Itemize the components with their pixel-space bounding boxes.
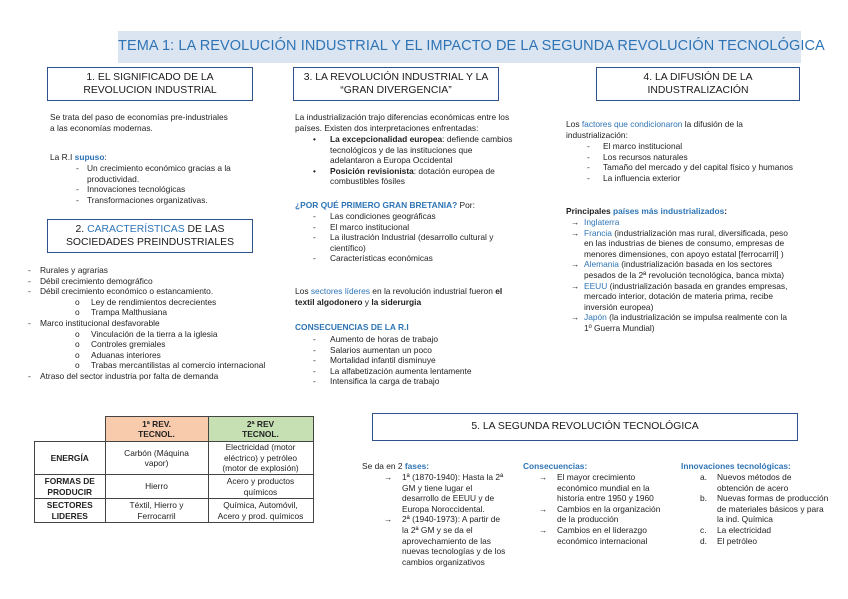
list-item: - La alfabetización aumenta lentamente: [313, 365, 472, 376]
list-item: o Trampa Malthusiana: [75, 307, 168, 318]
list-item: → Inglaterra: [571, 217, 620, 227]
section-2-title-line2: SOCIEDADES PREINDUSTRIALES: [65, 237, 235, 248]
list-item: - Rurales y agrarias: [28, 265, 108, 275]
table-cell: Acero y productos químicos: [208, 475, 313, 499]
section-3-intro: La industrialización trajo diferencias económicas entre los países. Existen dos interpretaciones enfrentadas:: [295, 112, 510, 133]
page-title: TEMA 1: LA REVOLUCIÓN INDUSTRIAL Y EL IMPACTO DE LA SEGUNDA REVOLUCIÓN TECNOLÓGICA: [118, 38, 825, 54]
list-item: - Innovaciones tecnológicas: [76, 184, 186, 195]
list-item: - Un crecimiento económico gracias a la: [76, 163, 231, 173]
table-cell: Electricidad (motor eléctrico) y petróleo (motor de explosión): [208, 442, 313, 475]
section-1-header: [47, 67, 253, 101]
list-item: - La ilustración Industrial (desarrollo cultural y: [313, 232, 494, 243]
list-item: b. Nuevas formas de producción: [700, 493, 829, 504]
section-3-title-line2: “GRAN DIVERGENCIA”: [340, 85, 452, 96]
list-item: o Vinculación de la tierra a la iglesia: [75, 328, 218, 339]
list-item: científico): [330, 242, 366, 253]
list-item: o Ley de rendimientos decrecientes: [75, 296, 217, 307]
section-1-supuso: La R.I supuso:: [50, 152, 107, 162]
section-3-interpretations: • La excepcionalidad europea: defiende cambios tecnológicos y de las instituciones que adelantaron a Europa Occidental • Posición revisionista: dotación europea de combustibles fósiles: [313, 134, 513, 187]
list-item: - Atraso del sector industria por falta de demanda: [28, 370, 219, 381]
list-item: → Cambios en el liderazgo: [539, 524, 647, 535]
list-item: productividad.: [87, 173, 140, 184]
list-item: - Marco institucional desfavorable: [28, 317, 160, 328]
table-cell: Química, Automóvil, Acero y prod. químicos: [208, 499, 313, 523]
section-1-list: [76, 163, 231, 205]
list-item: • Posición revisionista: dotación europea de: [313, 165, 495, 176]
section-5-innovations-title: Innovaciones tecnológicas:: [681, 461, 791, 471]
section-4-countries: → Inglaterra → Francia (industrialización mas rural, diversificada, peso en las industrias de bienes de consumo, empresas de menores dimensiones, con apoyo estatal [ferrocarril] ) → Alemania (industrialización basada en los sectores pesados de la 2ª revolución tecnológica, banca mixta) → EEUU (industrialización basada en grandes empresas, mercado interior, dotación de materia prima, recibe inversión europea) → Japón (la industrialización se impulsa realmente con la 1º Guerra Mundial): [571, 217, 788, 333]
list-item: - El marco institucional: [587, 141, 683, 151]
table-row: [35, 475, 314, 499]
revolutions-comparison-table: [34, 416, 314, 523]
section-3-title-line1: 3. LA REVOLUCIÓN INDUSTRIAL Y LA: [303, 72, 489, 83]
list-item: - Los recursos naturales: [587, 151, 688, 162]
section-5-consequences-title: Consecuencias:: [523, 461, 588, 471]
list-item: - Salarios aumentan un poco: [313, 344, 432, 355]
list-item: → El mayor crecimiento: [539, 472, 636, 482]
table-row: [35, 499, 314, 523]
table-corner: [35, 417, 106, 442]
section-5-phases: → 1ª (1870-1940): Hasta la 2ª GM y tiene lugar el desarrollo de EEUU y de Europa Noroccidental. → 2ª (1940-1973): A partir de la 2ª GM y se da el aprovechamiento de las nuevas tecnologías y de los cambios organizativos: [384, 472, 506, 567]
section-4-intro: Los factores que condicionaron la difusión de la industrialización:: [566, 119, 743, 140]
section-4-factors: [587, 141, 793, 183]
section-3-consequences-title: CONSECUENCIAS DE LA R.I: [295, 322, 409, 332]
list-item: c. La electricidad: [700, 524, 772, 535]
section-1-title-line2: REVOLUCION INDUSTRIAL: [83, 85, 217, 96]
section-2-list: [28, 265, 266, 382]
table-header-first-rev: 1ª REV. TECNOL.: [105, 417, 208, 442]
section-1-intro: Se trata del paso de economías pre-industriales a las economías modernas.: [50, 112, 228, 133]
section-3-leaders: Los sectores líderes en la revolución industrial fueron el textil algodonero y la siderurgia: [295, 286, 503, 307]
section-2-title-line1: 2. CARACTERÍSTICAS DE LAS: [75, 224, 225, 235]
list-item: - El marco institucional: [313, 221, 410, 232]
section-3-consequences: [313, 334, 472, 387]
list-item: → Cambios en la organización: [539, 503, 661, 514]
list-item: → Alemania (industrialización basada en los sectores: [571, 259, 773, 270]
table-cell: Hierro: [105, 475, 208, 499]
section-1-title-line1: 1. EL SIGNIFICADO DE LA: [86, 72, 214, 83]
list-item: • La excepcionalidad europea: defiende cambios: [313, 134, 513, 144]
section-5-title: 5. LA SEGUNDA REVOLUCIÓN TECNOLÓGICA: [471, 421, 699, 432]
table-cell: Téxtil, Hierro y Ferrocarril: [105, 499, 208, 523]
list-item: o Aduanas interiores: [75, 349, 161, 360]
list-item: - Débil crecimiento demográfico: [28, 275, 153, 286]
section-4-countries-title: Principales países más industrializados:: [566, 206, 728, 216]
list-item: → Japón (la industrialización se impulsa realmente con la: [571, 312, 787, 323]
list-item: o Controles gremiales: [75, 339, 166, 350]
list-item: o Trabas mercantilistas al comercio internacional: [75, 360, 266, 371]
row-label-energia: ENERGÍA: [35, 442, 106, 475]
section-4-title-line1: 4. LA DIFUSIÓN DE LA: [643, 72, 753, 83]
list-item: - Mortalidad infantil disminuye: [313, 355, 436, 366]
list-item: → 2ª (1940-1973): A partir de: [384, 514, 501, 525]
list-item: → EEUU (industrialización basada en grandes empresas,: [571, 280, 788, 291]
list-item: - Transformaciones organizativas.: [76, 194, 208, 205]
list-item: - Características económicas: [313, 253, 433, 264]
section-2-header: [47, 219, 253, 253]
section-4-title-line2: INDUSTRALIZACIÓN: [647, 85, 749, 96]
section-4-header: [596, 67, 800, 101]
list-item: - Las condiciones geográficas: [313, 211, 436, 221]
section-3-reasons: [313, 211, 494, 264]
title-banner: [118, 31, 825, 63]
list-item: - Aumento de horas de trabajo: [313, 334, 439, 344]
list-item: - Débil crecimiento económico o estancamiento.: [28, 286, 214, 297]
list-item: - Intensifica la carga de trabajo: [313, 376, 440, 387]
section-5-innovations: a. Nuevos métodos de obtención de acero b. Nuevas formas de producción de materiales básicos y para la ind. Química c. La electricidad d. El petróleo: [700, 472, 829, 546]
section-5-consequences: → El mayor crecimiento económico mundial en la historia entre 1950 y 1960 → Cambios en la organización de la producción → Cambios en el liderazgo económico internacional: [539, 472, 661, 546]
list-item: d. El petróleo: [700, 535, 758, 546]
section-5-phases-title: Se da en 2 fases:: [362, 461, 430, 471]
list-item: → Francia (industrialización mas rural, diversificada, peso: [571, 227, 788, 238]
table-cell: Carbón (Máquina vapor): [105, 442, 208, 475]
list-item: → 1ª (1870-1940): Hasta la 2ª: [384, 472, 504, 482]
section-5-header: [372, 413, 798, 441]
list-item: a. Nuevos métodos de: [700, 472, 792, 482]
table-header-second-rev: 2ª REV TECNOL.: [208, 417, 313, 442]
row-label-formas: FORMAS DE PRODUCIR: [35, 475, 106, 499]
row-label-sectores: SECTORES LIDERES: [35, 499, 106, 523]
list-item: - La influencia exterior: [587, 172, 681, 183]
section-3-header: [293, 67, 499, 101]
table-row: [35, 442, 314, 475]
section-3-question: ¿POR QUÉ PRIMERO GRAN BRETANIA? Por:: [295, 200, 475, 210]
list-item: - Tamaño del mercado y del capital físico y humanos: [587, 162, 793, 173]
